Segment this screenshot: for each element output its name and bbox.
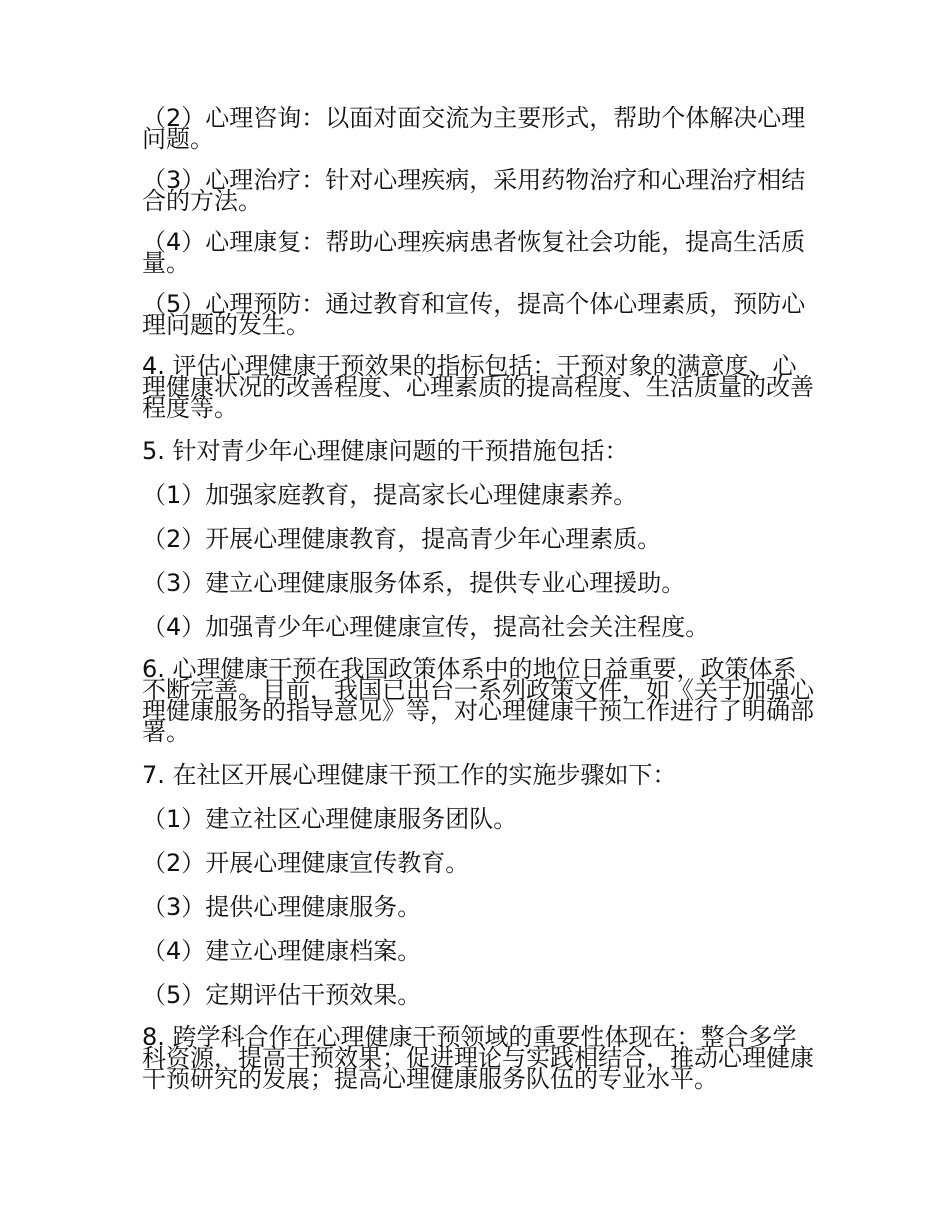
list-item-youth-3: （3）建立心理健康服务体系，提供专业心理援助。	[142, 569, 686, 597]
list-item-community-5: （5）定期评估干预效果。	[142, 981, 422, 1009]
paragraph-counseling: （2）心理咨询：以面对面交流为主要形式，帮助个体解决心理问题。	[142, 104, 806, 153]
list-item-community-4: （4）建立心理健康档案。	[142, 937, 422, 965]
list-item-community-3: （3）提供心理健康服务。	[142, 893, 422, 921]
document-body	[142, 104, 814, 1110]
list-item-community-1: （1）建立社区心理健康服务团队。	[142, 805, 518, 833]
paragraph-therapy: （3）心理治疗：针对心理疾病，采用药物治疗和心理治疗相结合的方法。	[142, 166, 806, 215]
paragraph-prevention: （5）心理预防：通过教育和宣传，提高个体心理素质，预防心理问题的发生。	[142, 290, 806, 339]
paragraph-youth-measures-heading: 5. 针对青少年心理健康问题的干预措施包括：	[142, 437, 629, 465]
paragraph-evaluation-indicators: 4. 评估心理健康干预效果的指标包括：干预对象的满意度、心理健康状况的改善程度、心理素质的提高程度、生活质量的改善程度等。	[142, 352, 814, 422]
list-item-community-2: （2）开展心理健康宣传教育。	[142, 849, 470, 877]
paragraph-community-steps-heading: 7. 在社区开展心理健康干预工作的实施步骤如下：	[142, 761, 677, 789]
list-item-youth-4: （4）加强青少年心理健康宣传，提高社会关注程度。	[142, 613, 710, 641]
paragraph-policy: 6. 心理健康干预在我国政策体系中的地位日益重要，政策体系不断完善。目前，我国已出台一系列政策文件，如《关于加强心理健康服务的指导意见》等，对心理健康干预工作进行了明确部署。	[142, 655, 814, 746]
paragraph-interdisciplinary: 8. 跨学科合作在心理健康干预领域的重要性体现在：整合多学科资源，提高干预效果；促进理论与实践相结合，推动心理健康干预研究的发展；提高心理健康服务队伍的专业水平。	[142, 1023, 814, 1093]
paragraph-rehabilitation: （4）心理康复：帮助心理疾病患者恢复社会功能，提高生活质量。	[142, 228, 806, 277]
list-item-youth-2: （2）开展心理健康教育，提高青少年心理素质。	[142, 525, 662, 553]
list-item-youth-1: （1）加强家庭教育，提高家长心理健康素养。	[142, 481, 638, 509]
